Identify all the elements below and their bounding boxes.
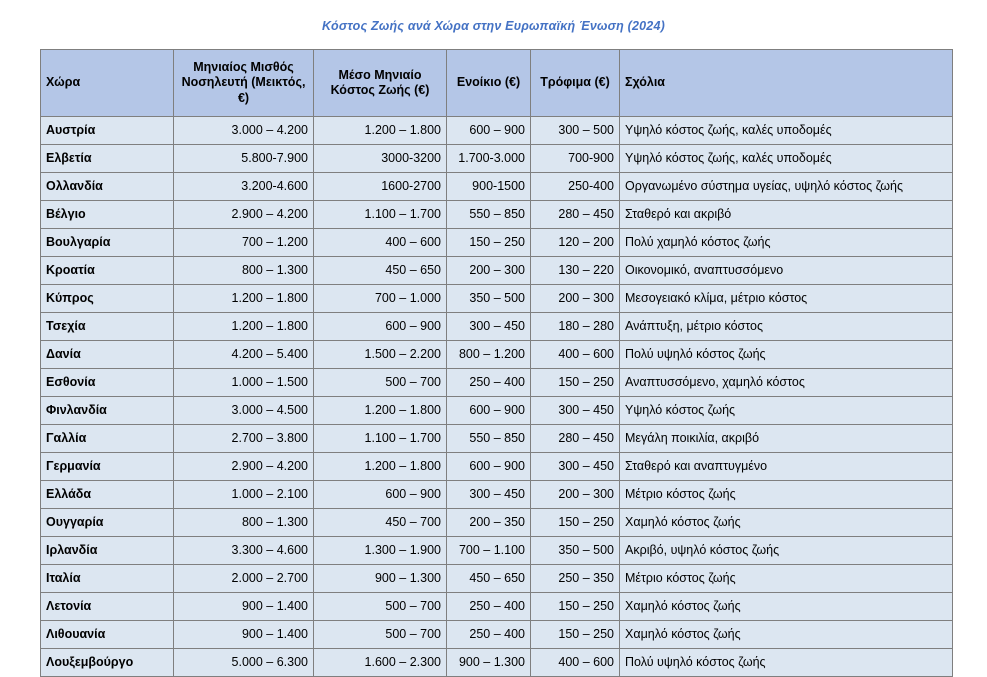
cell-food: 300 – 500 bbox=[531, 117, 620, 145]
cell-notes: Ανάπτυξη, μέτριο κόστος bbox=[620, 313, 953, 341]
cell-notes: Υψηλό κόστος ζωής, καλές υποδομές bbox=[620, 145, 953, 173]
table-row bbox=[41, 537, 953, 565]
cell-cost: 1.200 – 1.800 bbox=[314, 397, 447, 425]
cell-rent: 1.700-3.000 bbox=[447, 145, 531, 173]
cell-rent: 200 – 350 bbox=[447, 509, 531, 537]
table-container bbox=[40, 49, 952, 677]
cell-cost: 700 – 1.000 bbox=[314, 285, 447, 313]
cell-salary: 3.200-4.600 bbox=[174, 173, 314, 201]
cell-salary: 2.000 – 2.700 bbox=[174, 565, 314, 593]
cell-cost: 1.300 – 1.900 bbox=[314, 537, 447, 565]
cell-country: Ουγγαρία bbox=[41, 509, 174, 537]
cell-food: 350 – 500 bbox=[531, 537, 620, 565]
cell-notes: Πολύ χαμηλό κόστος ζωής bbox=[620, 229, 953, 257]
cell-country: Γερμανία bbox=[41, 453, 174, 481]
cell-notes: Μεσογειακό κλίμα, μέτριο κόστος bbox=[620, 285, 953, 313]
cell-country: Δανία bbox=[41, 341, 174, 369]
cell-country: Ελβετία bbox=[41, 145, 174, 173]
cell-country: Τσεχία bbox=[41, 313, 174, 341]
table-row bbox=[41, 201, 953, 229]
cell-rent: 700 – 1.100 bbox=[447, 537, 531, 565]
cell-country: Λιθουανία bbox=[41, 621, 174, 649]
cell-salary: 1.000 – 2.100 bbox=[174, 481, 314, 509]
cell-country: Εσθονία bbox=[41, 369, 174, 397]
cell-food: 400 – 600 bbox=[531, 341, 620, 369]
cell-food: 200 – 300 bbox=[531, 481, 620, 509]
cell-salary: 900 – 1.400 bbox=[174, 593, 314, 621]
table-row bbox=[41, 257, 953, 285]
cell-cost: 1.200 – 1.800 bbox=[314, 453, 447, 481]
page-title: Κόστος Ζωής ανά Χώρα στην Ευρωπαϊκή Ένωση (2024) bbox=[322, 19, 665, 33]
table-row bbox=[41, 621, 953, 649]
cell-rent: 250 – 400 bbox=[447, 369, 531, 397]
column-header-country: Χώρα bbox=[41, 50, 174, 117]
cell-rent: 250 – 400 bbox=[447, 621, 531, 649]
cell-country: Αυστρία bbox=[41, 117, 174, 145]
cell-country: Φινλανδία bbox=[41, 397, 174, 425]
cell-rent: 600 – 900 bbox=[447, 397, 531, 425]
cell-rent: 550 – 850 bbox=[447, 425, 531, 453]
cell-salary: 900 – 1.400 bbox=[174, 621, 314, 649]
cell-salary: 2.900 – 4.200 bbox=[174, 453, 314, 481]
cell-rent: 550 – 850 bbox=[447, 201, 531, 229]
cell-country: Ελλάδα bbox=[41, 481, 174, 509]
cost-of-living-table bbox=[40, 49, 953, 677]
cell-salary: 800 – 1.300 bbox=[174, 257, 314, 285]
cell-country: Ολλανδία bbox=[41, 173, 174, 201]
table-row bbox=[41, 481, 953, 509]
cell-salary: 1.200 – 1.800 bbox=[174, 313, 314, 341]
cell-notes: Χαμηλό κόστος ζωής bbox=[620, 509, 953, 537]
table-row bbox=[41, 565, 953, 593]
cell-cost: 1600-2700 bbox=[314, 173, 447, 201]
cell-salary: 3.000 – 4.500 bbox=[174, 397, 314, 425]
cell-food: 150 – 250 bbox=[531, 593, 620, 621]
cell-salary: 2.900 – 4.200 bbox=[174, 201, 314, 229]
cell-rent: 300 – 450 bbox=[447, 313, 531, 341]
cell-food: 180 – 280 bbox=[531, 313, 620, 341]
table-row bbox=[41, 285, 953, 313]
column-header-cost: Μέσο Μηνιαίο Κόστος Ζωής (€) bbox=[314, 50, 447, 117]
cell-country: Γαλλία bbox=[41, 425, 174, 453]
cell-country: Λουξεμβούργο bbox=[41, 649, 174, 677]
cell-notes: Αναπτυσσόμενο, χαμηλό κόστος bbox=[620, 369, 953, 397]
cell-cost: 600 – 900 bbox=[314, 481, 447, 509]
cell-cost: 1.600 – 2.300 bbox=[314, 649, 447, 677]
table-header-row bbox=[41, 50, 953, 117]
cell-food: 700-900 bbox=[531, 145, 620, 173]
cell-salary: 2.700 – 3.800 bbox=[174, 425, 314, 453]
cell-salary: 4.200 – 5.400 bbox=[174, 341, 314, 369]
cell-rent: 300 – 450 bbox=[447, 481, 531, 509]
cell-cost: 500 – 700 bbox=[314, 621, 447, 649]
cell-country: Βουλγαρία bbox=[41, 229, 174, 257]
cell-country: Κύπρος bbox=[41, 285, 174, 313]
cell-rent: 200 – 300 bbox=[447, 257, 531, 285]
cell-cost: 400 – 600 bbox=[314, 229, 447, 257]
cell-food: 120 – 200 bbox=[531, 229, 620, 257]
cell-cost: 1.100 – 1.700 bbox=[314, 425, 447, 453]
cell-rent: 450 – 650 bbox=[447, 565, 531, 593]
cell-notes: Πολύ υψηλό κόστος ζωής bbox=[620, 649, 953, 677]
cell-salary: 1.200 – 1.800 bbox=[174, 285, 314, 313]
cell-cost: 450 – 650 bbox=[314, 257, 447, 285]
table-row bbox=[41, 649, 953, 677]
column-header-notes: Σχόλια bbox=[620, 50, 953, 117]
cell-notes: Σταθερό και ακριβό bbox=[620, 201, 953, 229]
cell-cost: 1.500 – 2.200 bbox=[314, 341, 447, 369]
cell-food: 250 – 350 bbox=[531, 565, 620, 593]
cell-salary: 3.300 – 4.600 bbox=[174, 537, 314, 565]
cell-salary: 3.000 – 4.200 bbox=[174, 117, 314, 145]
cell-country: Ιρλανδία bbox=[41, 537, 174, 565]
cell-salary: 800 – 1.300 bbox=[174, 509, 314, 537]
column-header-salary: Μηνιαίος Μισθός Νοσηλευτή (Μεικτός, €) bbox=[174, 50, 314, 117]
table-row bbox=[41, 173, 953, 201]
cell-cost: 3000-3200 bbox=[314, 145, 447, 173]
table-row bbox=[41, 453, 953, 481]
cell-salary: 5.000 – 6.300 bbox=[174, 649, 314, 677]
cell-rent: 800 – 1.200 bbox=[447, 341, 531, 369]
cell-country: Βέλγιο bbox=[41, 201, 174, 229]
cell-salary: 700 – 1.200 bbox=[174, 229, 314, 257]
cell-food: 400 – 600 bbox=[531, 649, 620, 677]
table-row bbox=[41, 425, 953, 453]
table-row bbox=[41, 593, 953, 621]
table-row bbox=[41, 117, 953, 145]
cell-country: Λετονία bbox=[41, 593, 174, 621]
table-row bbox=[41, 145, 953, 173]
cell-rent: 900 – 1.300 bbox=[447, 649, 531, 677]
cell-rent: 600 – 900 bbox=[447, 453, 531, 481]
cell-cost: 1.200 – 1.800 bbox=[314, 117, 447, 145]
table-header bbox=[41, 50, 953, 117]
cell-food: 300 – 450 bbox=[531, 397, 620, 425]
cell-food: 280 – 450 bbox=[531, 201, 620, 229]
cell-notes: Υψηλό κόστος ζωής, καλές υποδομές bbox=[620, 117, 953, 145]
cell-food: 130 – 220 bbox=[531, 257, 620, 285]
cell-salary: 5.800-7.900 bbox=[174, 145, 314, 173]
cell-rent: 250 – 400 bbox=[447, 593, 531, 621]
cell-cost: 500 – 700 bbox=[314, 369, 447, 397]
cell-salary: 1.000 – 1.500 bbox=[174, 369, 314, 397]
cell-notes: Χαμηλό κόστος ζωής bbox=[620, 621, 953, 649]
cell-notes: Οργανωμένο σύστημα υγείας, υψηλό κόστος ζωής bbox=[620, 173, 953, 201]
column-header-rent: Ενοίκιο (€) bbox=[447, 50, 531, 117]
cell-rent: 900-1500 bbox=[447, 173, 531, 201]
cell-notes: Χαμηλό κόστος ζωής bbox=[620, 593, 953, 621]
table-row bbox=[41, 509, 953, 537]
cell-rent: 350 – 500 bbox=[447, 285, 531, 313]
cell-food: 200 – 300 bbox=[531, 285, 620, 313]
cell-notes: Υψηλό κόστος ζωής bbox=[620, 397, 953, 425]
cell-food: 280 – 450 bbox=[531, 425, 620, 453]
table-row bbox=[41, 369, 953, 397]
table-row bbox=[41, 397, 953, 425]
table-row bbox=[41, 313, 953, 341]
cell-food: 250-400 bbox=[531, 173, 620, 201]
cell-notes: Μεγάλη ποικιλία, ακριβό bbox=[620, 425, 953, 453]
cell-cost: 900 – 1.300 bbox=[314, 565, 447, 593]
cell-rent: 600 – 900 bbox=[447, 117, 531, 145]
cell-food: 300 – 450 bbox=[531, 453, 620, 481]
cell-food: 150 – 250 bbox=[531, 621, 620, 649]
cell-cost: 500 – 700 bbox=[314, 593, 447, 621]
cell-notes: Μέτριο κόστος ζωής bbox=[620, 565, 953, 593]
cell-notes: Σταθερό και αναπτυγμένο bbox=[620, 453, 953, 481]
cell-food: 150 – 250 bbox=[531, 509, 620, 537]
cell-notes: Ακριβό, υψηλό κόστος ζωής bbox=[620, 537, 953, 565]
cell-notes: Πολύ υψηλό κόστος ζωής bbox=[620, 341, 953, 369]
cell-cost: 600 – 900 bbox=[314, 313, 447, 341]
cell-rent: 150 – 250 bbox=[447, 229, 531, 257]
cell-country: Ιταλία bbox=[41, 565, 174, 593]
cell-notes: Μέτριο κόστος ζωής bbox=[620, 481, 953, 509]
column-header-food: Τρόφιμα (€) bbox=[531, 50, 620, 117]
cell-country: Κροατία bbox=[41, 257, 174, 285]
cell-food: 150 – 250 bbox=[531, 369, 620, 397]
cell-notes: Οικονομικό, αναπτυσσόμενο bbox=[620, 257, 953, 285]
table-row bbox=[41, 229, 953, 257]
cell-cost: 450 – 700 bbox=[314, 509, 447, 537]
table-body bbox=[41, 117, 953, 677]
cell-cost: 1.100 – 1.700 bbox=[314, 201, 447, 229]
table-row bbox=[41, 341, 953, 369]
